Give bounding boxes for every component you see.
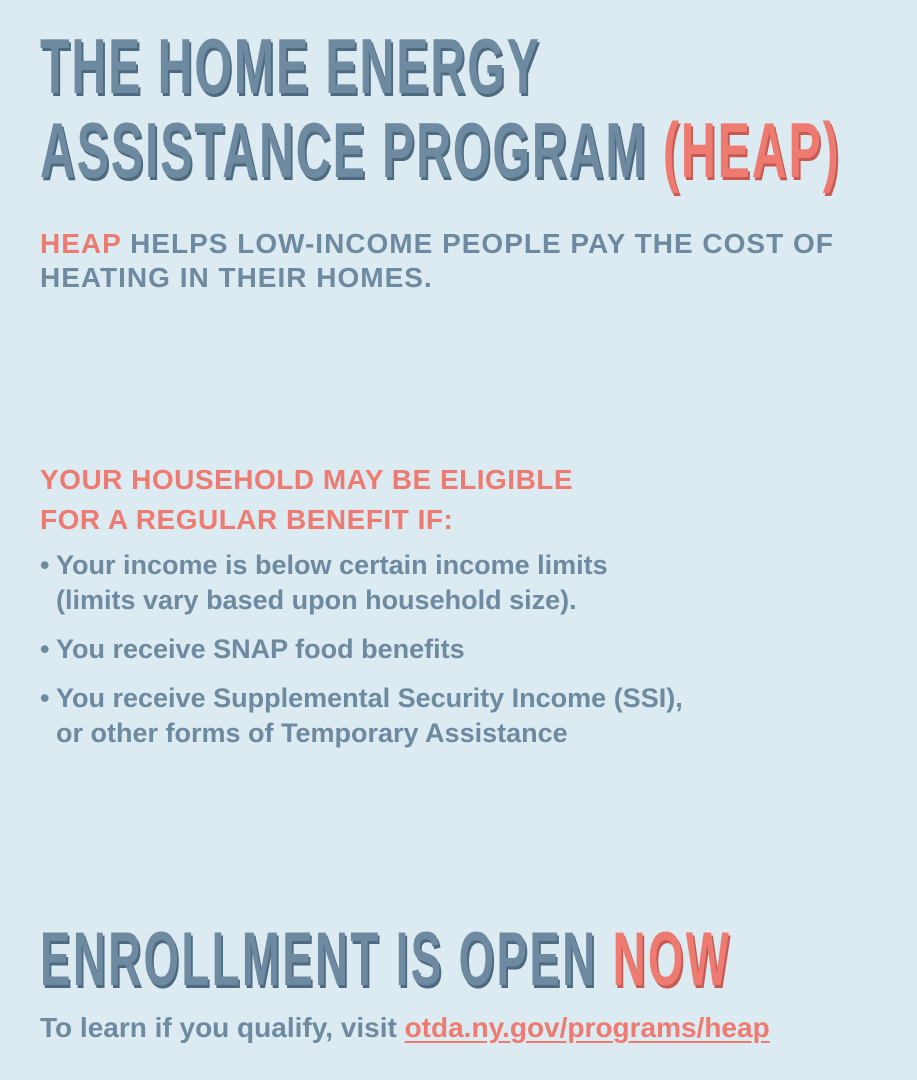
footer-cta xyxy=(40,1008,770,1048)
title-line-2 xyxy=(40,106,841,194)
eligibility-item-snap-line-1: You receive SNAP food benefits xyxy=(56,634,465,664)
eligibility-item-ssi-line-2: or other forms of Temporary Assistance xyxy=(56,718,568,748)
title-text-line-1: THE HOME ENERGY xyxy=(40,22,541,110)
program-description xyxy=(40,227,880,295)
eligibility-item-snap xyxy=(40,632,880,667)
bullet-icon: • xyxy=(40,634,50,664)
eligibility-item-income-line-2: (limits vary based upon household size). xyxy=(56,585,577,615)
eligibility-item-ssi xyxy=(40,681,880,751)
enrollment-banner xyxy=(40,917,732,1002)
bullet-icon: • xyxy=(40,550,50,580)
title-line-1 xyxy=(40,22,541,110)
eligibility-item-income xyxy=(40,548,880,618)
eligibility-item-income-line-1: Your income is below certain income limits xyxy=(56,550,608,580)
eligibility-heading xyxy=(40,460,880,540)
eligibility-heading-line-1: YOUR HOUSEHOLD MAY BE ELIGIBLE xyxy=(40,464,574,495)
eligibility-item-ssi-line-1: You receive Supplemental Security Income (SSI), xyxy=(56,683,683,713)
title-heap-acronym: (HEAP) xyxy=(662,106,841,194)
program-website-link[interactable]: otda.ny.gov/programs/heap xyxy=(404,1012,770,1043)
bullet-icon: • xyxy=(40,683,50,713)
enrollment-now: NOW xyxy=(612,917,732,1002)
title-text-line-2: ASSISTANCE PROGRAM xyxy=(40,106,648,194)
footer-text: To learn if you qualify, visit xyxy=(40,1012,397,1043)
program-description-text: HELPS LOW-INCOME PEOPLE PAY THE COST OF HEATING IN THEIR HOMES. xyxy=(40,228,834,293)
enrollment-text: ENROLLMENT IS OPEN xyxy=(40,917,598,1002)
eligibility-list xyxy=(40,548,880,765)
eligibility-heading-line-2: FOR A REGULAR BENEFIT IF: xyxy=(40,504,454,535)
program-description-highlight: HEAP xyxy=(40,228,122,259)
